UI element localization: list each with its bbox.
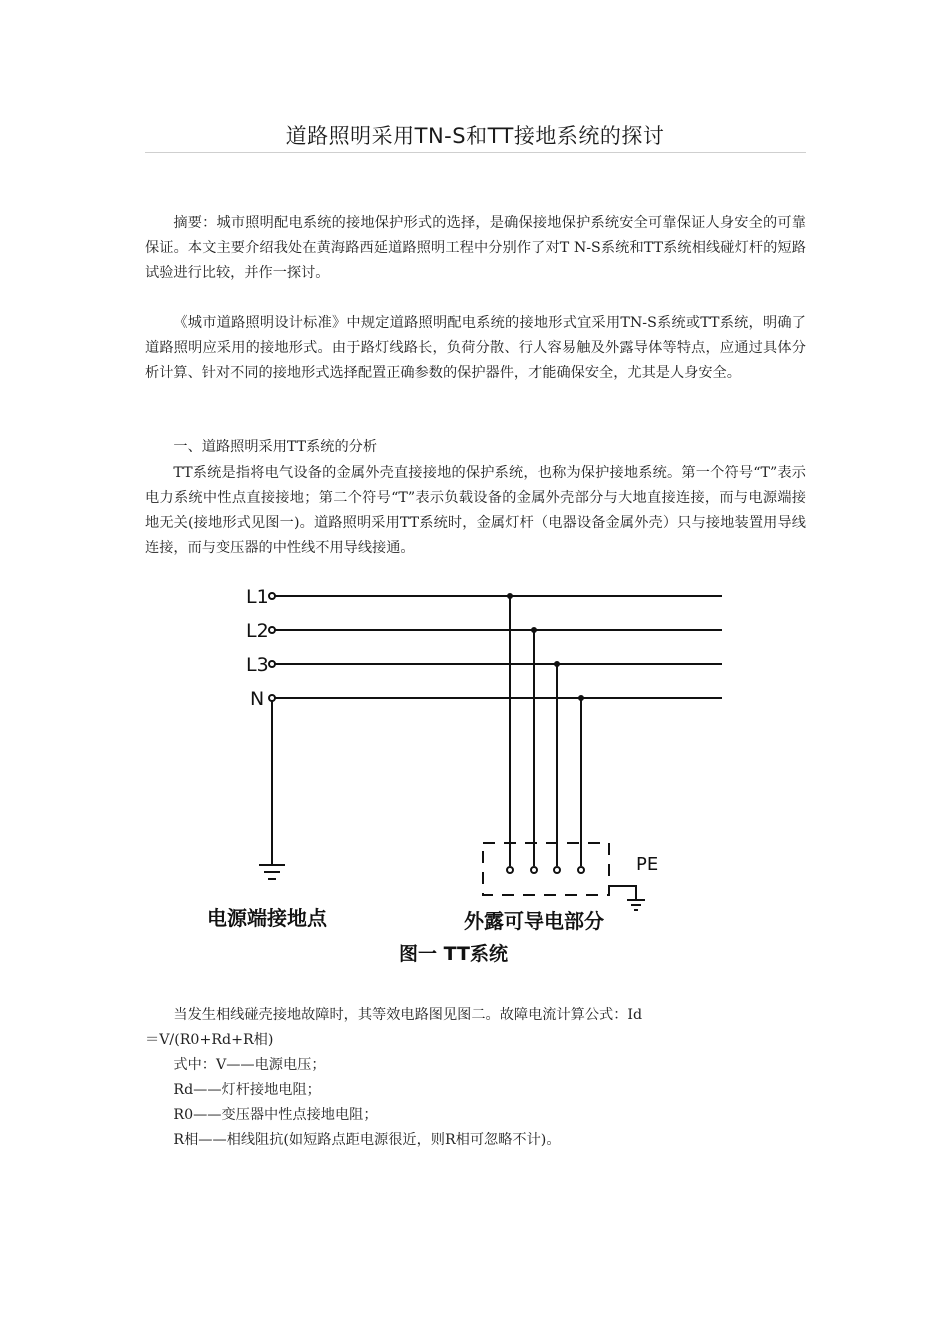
label-l2: L2: [246, 620, 269, 642]
label-l1: L1: [246, 586, 269, 608]
title-divider: [145, 152, 806, 153]
equip-terminal-l3: [554, 867, 560, 873]
label-exposed-parts: 外露可导电部分: [464, 909, 604, 933]
fault-formula-line-1: 当发生相线碰壳接地故障时，其等效电路图见图二。故障电流计算公式：Id: [173, 1007, 643, 1023]
exposed-conductive-enclosure: [483, 843, 609, 895]
abstract-paragraph: 摘要：城市照明配电系统的接地保护形式的选择，是确保接地保护系统安全可靠保证人身安全的可靠保证。本文主要介绍我处在黄海路西延道路照明工程中分别作了对T N-S系统和TT系统相线碰灯杆的短路试验进行比较，并作一探讨。: [145, 215, 806, 281]
dot-l3: [555, 662, 559, 666]
page-title: 道路照明采用TN-S和TT接地系统的探讨: [285, 124, 665, 148]
label-l3: L3: [246, 654, 269, 676]
equip-terminal-n: [578, 867, 584, 873]
definition-voltage: 式中：V——电源电压；: [173, 1057, 326, 1073]
terminal-l1: [269, 593, 275, 599]
label-n: N: [250, 688, 265, 710]
fault-formula-line-2: ＝V/(R0+Rd+R相): [145, 1032, 274, 1048]
definition-r0: R0——变压器中性点接地电阻；: [173, 1107, 378, 1123]
dot-l1: [508, 594, 512, 598]
label-source-ground: 电源端接地点: [207, 906, 327, 930]
terminal-l3: [269, 661, 275, 667]
tt-system-diagram: [0, 570, 950, 990]
section-1-body: TT系统是指将电气设备的金属外壳直接接地的保护系统，也称为保护接地系统。第一个符号“T”表示电力系统中性点直接接地；第二个符号“T”表示负载设备的金属外壳部分与大地直接连接，而与电源端接地无关(接地形式见图一)。道路照明采用TT系统时，金属灯杆（电器设备金属外壳）只与接地装置用导线连接，而与变压器的中性线不用导线接通。: [145, 465, 806, 556]
label-pe: PE: [636, 854, 659, 875]
definition-rphase: R相——相线阻抗(如短路点距电源很近，则R相可忽略不计)。: [173, 1132, 561, 1148]
pe-conductor: [609, 886, 636, 900]
equip-terminal-l2: [531, 867, 537, 873]
dot-l2: [532, 628, 536, 632]
dot-n: [579, 696, 583, 700]
equip-terminal-l1: [507, 867, 513, 873]
section-1-heading: 一、道路照明采用TT系统的分析: [173, 439, 378, 455]
pe-ground-symbol: [627, 900, 645, 910]
figure-caption: 图一 TT系统: [399, 943, 508, 965]
definition-rd: Rd——灯杆接地电阻；: [173, 1082, 321, 1098]
terminal-l2: [269, 627, 275, 633]
terminal-n: [269, 695, 275, 701]
source-ground-symbol: [259, 865, 285, 879]
intro-paragraph: 《城市道路照明设计标准》中规定道路照明配电系统的接地形式宜采用TN-S系统或TT系统，明确了道路照明应采用的接地形式。由于路灯线路长，负荷分散、行人容易触及外露导体等特点，应通过具体分析计算、针对不同的接地形式选择配置正确参数的保护器件，才能确保安全，尤其是人身安全。: [145, 315, 806, 381]
